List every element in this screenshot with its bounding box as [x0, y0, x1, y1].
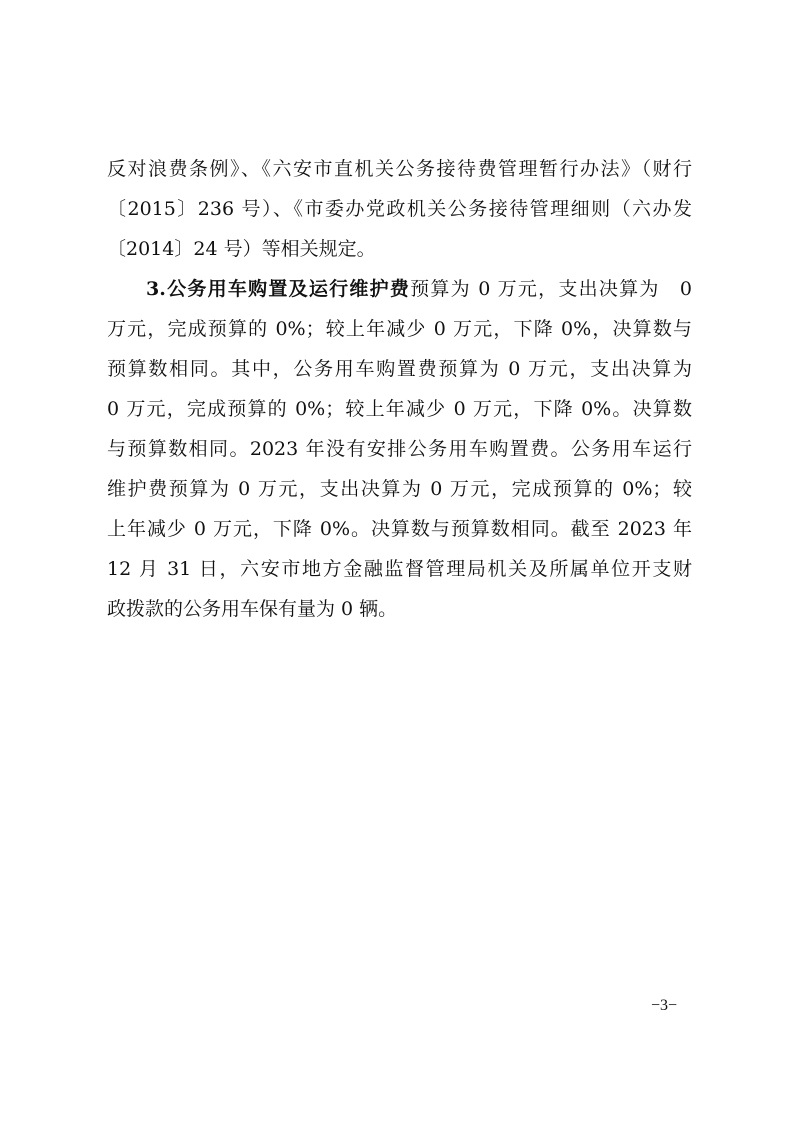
paragraph-1-line-2: 〔2015〕236 号）、《市委办党政机关公务接待管理细则（六办发 — [107, 198, 692, 220]
paragraph-2-line-6: 维护费预算为 0 万元，支出决算为 0 万元，完成预算的 0%；较 — [107, 478, 692, 500]
paragraph-1-line-3: 〔2014〕24 号）等相关规定。 — [107, 238, 376, 260]
page-number: −3− — [651, 997, 678, 1014]
paragraph-2-line-2: 万元，完成预算的 0%；较上年减少 0 万元，下降 0%，决算数与 — [107, 318, 692, 340]
paragraph-2-line-7: 上年减少 0 万元，下降 0%。决算数与预算数相同。截至 2023 年 — [107, 518, 692, 540]
paragraph-1-line-1: 反对浪费条例》、《六安市直机关公务接待费管理暂行办法》（财行 — [107, 158, 692, 180]
paragraph-2-line-1 — [146, 274, 692, 304]
paragraph-2-line-9: 政拨款的公务用车保有量为 0 辆。 — [107, 598, 398, 620]
paragraph-2-line-5: 与预算数相同。2023 年没有安排公务用车购置费。公务用车运行 — [107, 438, 692, 460]
paragraph-2-line-3: 预算数相同。其中，公务用车购置费预算为 0 万元，支出决算为 — [107, 358, 692, 380]
section-heading-vehicle-costs: 3.公务用车购置及运行维护费 — [146, 278, 411, 300]
paragraph-2-line-8: 12 月 31 日，六安市地方金融监督管理局机关及所属单位开支财 — [107, 558, 692, 580]
paragraph-2-line-4: 0 万元，完成预算的 0%；较上年减少 0 万元，下降 0%。决算数 — [107, 398, 692, 420]
paragraph-2-line-1-text: 预算为 0 万元，支出决算为 0 — [410, 278, 692, 300]
